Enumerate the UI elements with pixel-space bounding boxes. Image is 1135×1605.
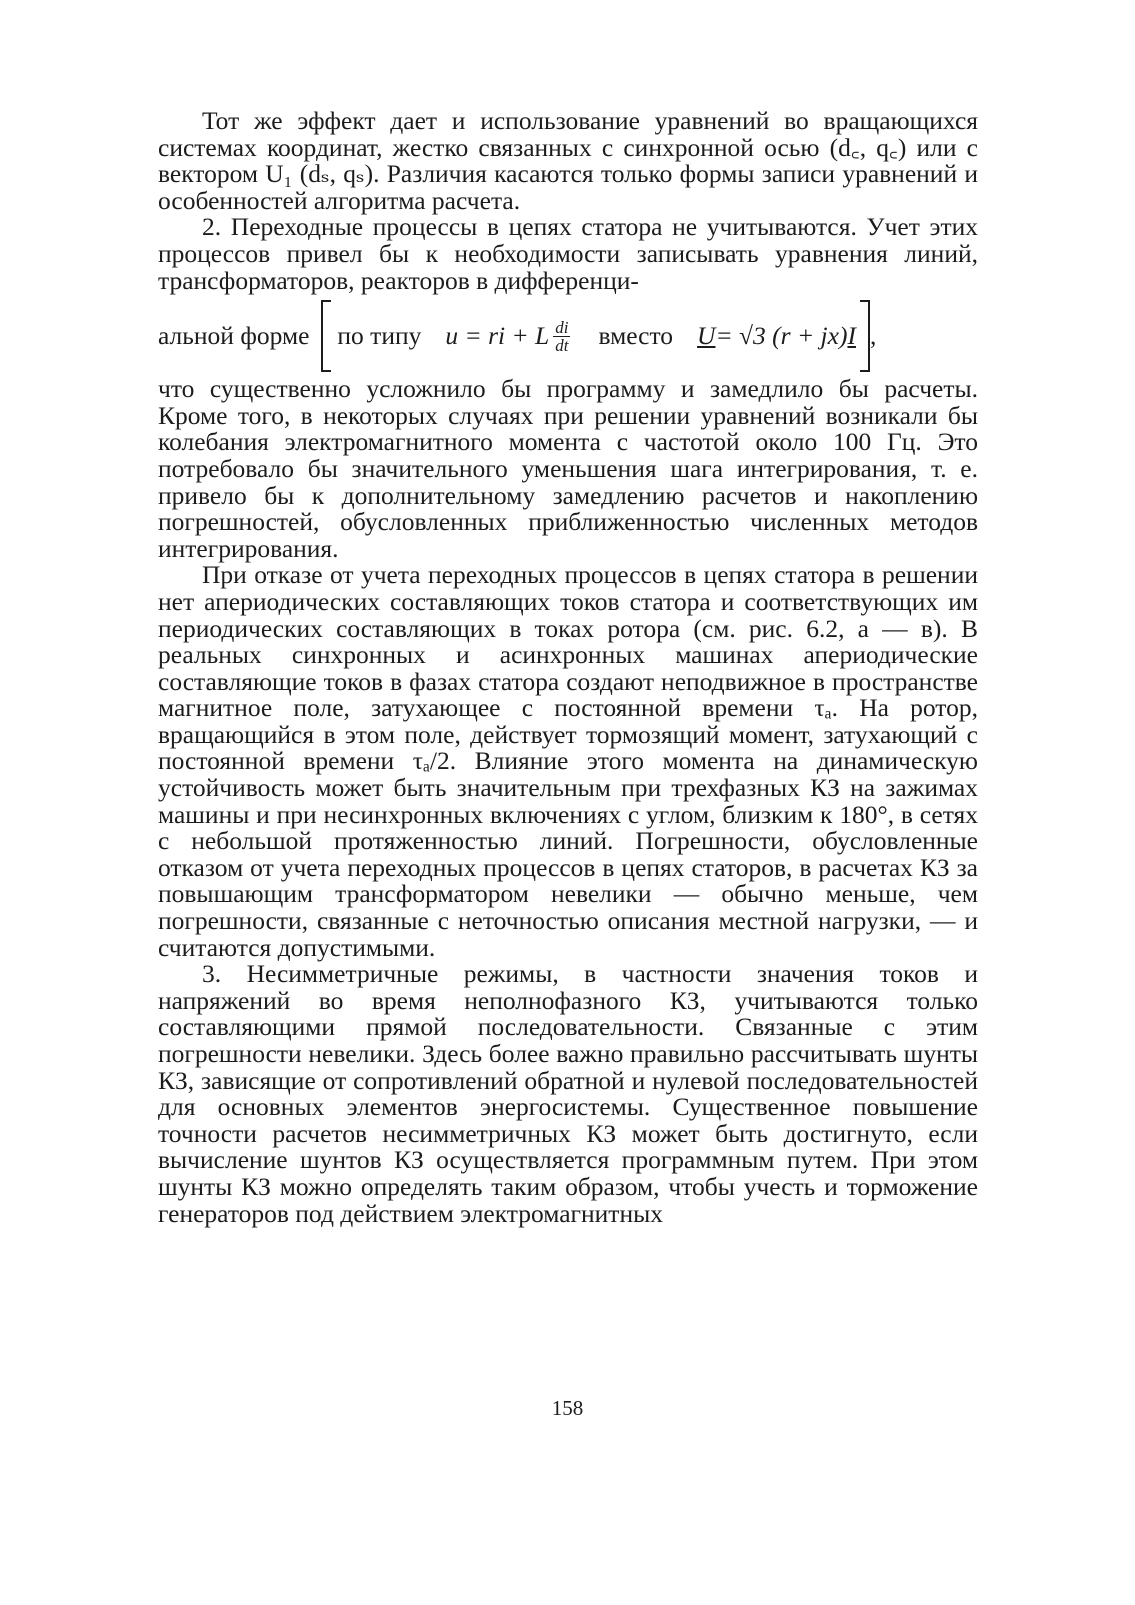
formula-fraction xyxy=(553,319,570,354)
formula-eq2-mid: = √3 (r + jx) xyxy=(715,320,848,350)
paragraph-4: При отказе от учета переходных процессов в цепях статора в решении нет апериодических составляющих токов статора и соответствующих им периодических составляющих в токах ротора (см. рис. 6.2, а — в). В реальных синхронных и асинхронных машинах апериодические составляющие токов в фазах статора создают неподвижное в пространстве магнитное поле, затухающее с постоянной времени τₐ. На ротор, вращающийся в этом поле, действует тормозящий момент, затухающий с постоянной времени τₐ/2. Влияние этого момента на динамическую устойчивость может быть значительным при трехфазных КЗ на зажимах машины и при несинхронных включениях с углом, близким к 180°, в сетях с небольшой протяженностью линий. Погрешности, обусловленные отказом от учета переходных процессов в цепях статоров, в расчетах КЗ за повышающим трансформатором невелики — обычно меньше, чем погрешности, связанные с неточностью описания местной нагрузки, — и считаются допустимыми. xyxy=(158,560,978,962)
formula-line xyxy=(158,298,978,374)
formula-eq2-u: U xyxy=(697,320,716,350)
formula-trail: , xyxy=(869,320,877,350)
formula-lead-text: альной форме xyxy=(158,320,310,350)
formula-eq2-i: I xyxy=(847,320,856,350)
left-bracket xyxy=(321,300,331,372)
paragraph-1: Тот же эффект дает и использование уравнений во вращающихся системах координат, жестко связанных с синхронной осью (d꜀, q꜀) или с вектором U₁ (dₛ, qₛ). Различия касаются только формы записи уравнений и особенностей алгоритма расчета. xyxy=(158,106,978,215)
right-bracket xyxy=(860,300,870,372)
fraction-denominator: dt xyxy=(555,335,569,355)
formula-instead: вместо xyxy=(598,320,674,350)
formula-by-type: по типу xyxy=(337,320,422,350)
paragraph-5: 3. Несимметричные режимы, в частности значения токов и напряжений во время неполнофазного КЗ, учитываются только составляющими прямой последовательности. Связанные с этим погрешности невелики. Здесь более важно правильно рассчитывать шунты КЗ, зависящие от сопротивлений обратной и нулевой последовательностей для основных элементов энергосистемы. Существенное повышение точности расчетов несимметричных КЗ может быть достигнуто, если вычисление шунтов КЗ осуществляется программным путем. При этом шунты КЗ можно определять таким образом, чтобы учесть и торможение генераторов под действием электромагнитных xyxy=(158,959,978,1228)
paragraph-2: 2. Переходные процессы в цепях статора не учитываются. Учет этих процессов привел бы к необходимости записывать уравнения линий, трансформаторов, реакторов в дифференци- xyxy=(158,212,978,295)
page-body xyxy=(158,108,978,1227)
page-number: 158 xyxy=(551,1396,584,1420)
formula-eq1: u = ri + L xyxy=(445,320,550,350)
fraction-numerator: di xyxy=(555,317,569,337)
formula-bracket xyxy=(321,300,870,372)
paragraph-3: что существенно усложнило бы программу и замедлило бы расчеты. Кроме того, в некоторых случаях при решении уравнений возникали бы колебания электромагнитного момента с частотой около 100 Гц. Это потребовало бы значительного уменьшения шага интегрирования, т. е. привело бы к дополнительному замедлению расчетов и накоплению погрешностей, обусловленных приближенностью численных методов интегрирования. xyxy=(158,374,978,563)
